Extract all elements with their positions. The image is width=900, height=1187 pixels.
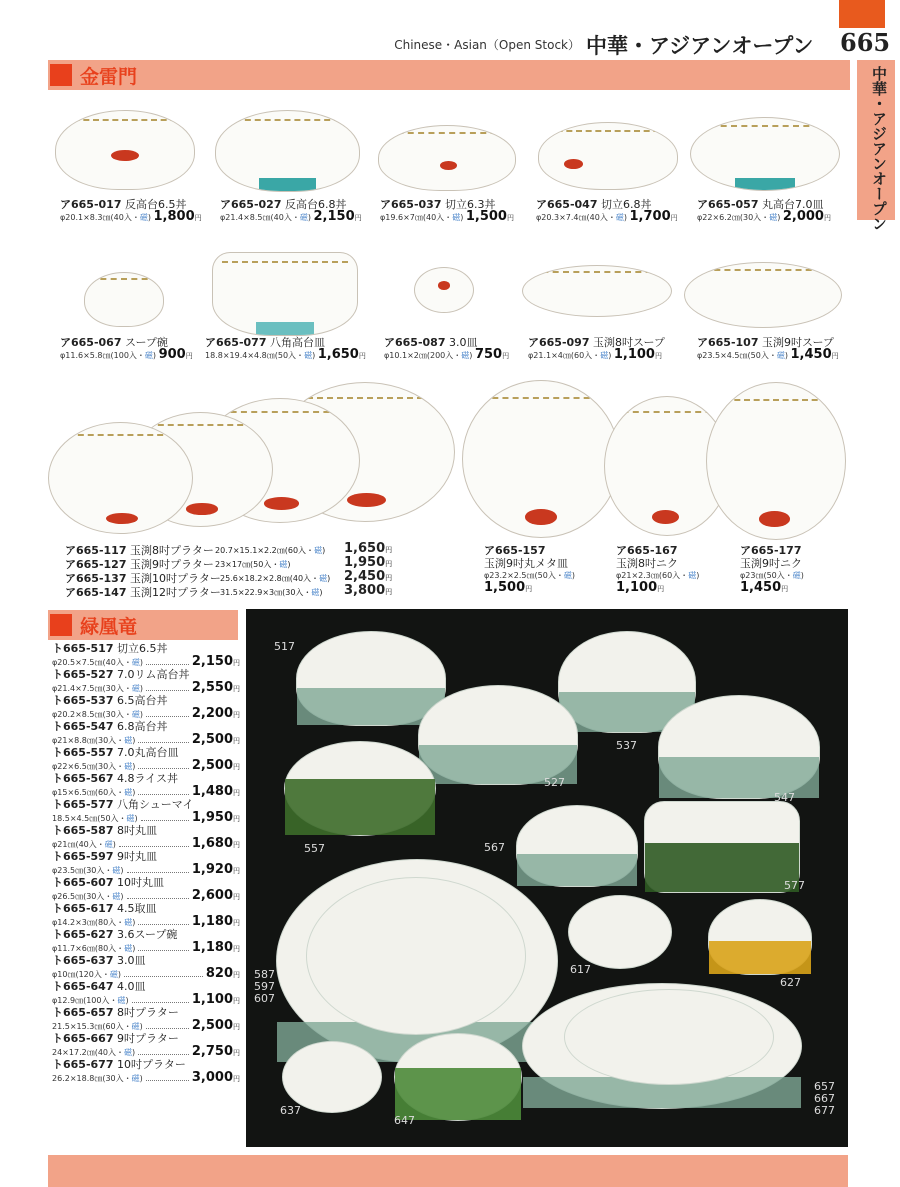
product-price: 1,680 (191, 836, 233, 851)
table-row: ト665-557 7.0丸高台皿 φ22×6.5㎝(30入・ 磁 ) 2,500 円 (52, 746, 240, 773)
table-row: ト665-537 6.5高台丼 φ20.2×8.5㎝(30入・ 磁 ) 2,200 円 (52, 694, 240, 721)
product-spec: φ22×6.5㎝(30入・ (52, 762, 125, 771)
photo-label: 617 (570, 963, 591, 976)
product-code: ア665-027 (220, 198, 282, 211)
material: 磁 (299, 213, 308, 222)
material: 磁 (131, 1074, 140, 1083)
product-price: 1,650 (344, 541, 386, 556)
product-price: 1,100 (613, 347, 655, 362)
product-image (215, 110, 360, 192)
table-row: ト665-627 3.6スープ碗 φ11.7×6㎝(80入・ 磁 ) 1,180 円 (52, 928, 240, 955)
product-spec: φ26.5㎝(30入・ (52, 892, 113, 901)
product-spec: φ11.6×5.8㎝(100入・ (60, 351, 145, 360)
material: 磁 (126, 814, 135, 823)
product-spec: φ20.1×8.3㎝(40入・ (60, 213, 140, 222)
price-unit: 円 (233, 1075, 240, 1083)
product-name: 8吋丸皿 (117, 824, 157, 837)
product-image (414, 267, 474, 313)
material: 磁 (461, 351, 470, 360)
footer-band (48, 1155, 848, 1187)
product-spec: φ21×8.8㎝(30入・ (52, 736, 125, 745)
product-code: ア665-097 (528, 336, 590, 349)
table-row: ト665-567 4.8ライス丼 φ15×6.5㎝(60入・ 磁 ) 1,480 円 (52, 772, 240, 799)
product-image (706, 382, 846, 540)
product-code: ト665-577 (52, 798, 114, 811)
material: 磁 (131, 710, 140, 719)
product-spec: 18.8×19.4×4.8㎝(50入・ (205, 351, 305, 360)
product-spec: φ10㎝(120入・ (52, 970, 110, 979)
material: 磁 (104, 840, 113, 849)
material: 磁 (279, 560, 288, 569)
product-name: 切立6.8丼 (601, 198, 652, 211)
list-item (344, 583, 392, 598)
product-spec: φ21.4×8.5㎝(40入・ (220, 213, 300, 222)
product-spec: 20.7×15.1×2.2㎝(60入・ (215, 546, 315, 555)
price-unit: 円 (233, 867, 240, 875)
product-price: 2,750 (191, 1044, 233, 1059)
price-unit: 円 (385, 588, 393, 596)
product-image (538, 122, 678, 190)
list-item: 31.5×22.9×3㎝(30入・磁) (220, 588, 323, 597)
price-unit: 円 (233, 971, 240, 979)
product-spec: φ23.5㎝(30入・ (52, 866, 113, 875)
product-spec: φ21㎝(40入・ (52, 840, 105, 849)
table-row: ト665-587 8吋丸皿 φ21㎝(40入・ 磁 ) 1,680 円 (52, 824, 240, 851)
material: 磁 (314, 546, 323, 555)
product-code: ト665-547 (52, 720, 114, 733)
material: 磁 (124, 736, 133, 745)
product-code: ト665-597 (52, 850, 114, 863)
table-row: ト665-547 6.8高台丼 φ21×8.8㎝(30入・ 磁 ) 2,500 円 (52, 720, 240, 747)
product-price: 2,150 (191, 654, 233, 669)
list-item (344, 555, 392, 570)
product-name: 玉渕8吋スープ (593, 336, 665, 349)
product-name: 10吋プラター (117, 1058, 186, 1071)
product-price: 750 (474, 347, 503, 362)
product-photo (246, 609, 848, 1147)
product-price: 1,100 (191, 992, 233, 1007)
product-name: 6.5高台丼 (117, 694, 168, 707)
product-code: ア665-057 (697, 198, 759, 211)
product-code: ト665-537 (52, 694, 114, 707)
material: 磁 (112, 866, 121, 875)
product-price: 2,500 (191, 732, 233, 747)
product-price: 2,200 (191, 706, 233, 721)
product-image (684, 262, 842, 328)
product-code: ア665-117 (65, 544, 127, 557)
product-spec: φ23㎝(50入・ (740, 571, 793, 580)
price-unit: 円 (233, 685, 240, 693)
photo-label: 527 (544, 776, 565, 789)
material: 磁 (792, 571, 801, 580)
product-price: 2,500 (191, 1018, 233, 1033)
side-label: 中華・アジアンオープン (870, 66, 888, 231)
product-name: 9吋プラター (117, 1032, 179, 1045)
material: 磁 (304, 351, 313, 360)
product-name: 玉渕9吋丸メタ皿 (484, 557, 568, 570)
product-spec: φ11.7×6㎝(80入・ (52, 944, 125, 953)
product-code: ア665-017 (60, 198, 122, 211)
product-code: ア665-037 (380, 198, 442, 211)
product-item: ア665-017 反高台6.5丼 φ20.1×8.3㎝(40入・磁) 1,800円 (60, 198, 202, 224)
price-unit: 円 (233, 919, 240, 927)
product-code: ト665-557 (52, 746, 114, 759)
photo-label: 537 (616, 739, 637, 752)
product-code: ト665-677 (52, 1058, 114, 1071)
photo-label: 567 (484, 841, 505, 854)
product-name: 反高台6.8丼 (285, 198, 347, 211)
product-price: 2,500 (191, 758, 233, 773)
product-spec: φ15×6.5㎝(60入・ (52, 788, 125, 797)
product-image (462, 380, 620, 538)
material: 磁 (124, 788, 133, 797)
product-price: 1,450 (740, 580, 782, 595)
photo-label: 587 597 607 (254, 968, 275, 1005)
product-code: ト665-627 (52, 928, 114, 941)
price-unit: 円 (185, 352, 193, 360)
photo-label: 547 (774, 791, 795, 804)
product-name: 玉渕9吋スープ (762, 336, 834, 349)
list-item: 20.7×15.1×2.2㎝(60入・磁) (215, 546, 326, 555)
product-price: 1,100 (616, 580, 658, 595)
product-price: 3,800 (344, 583, 386, 598)
table-row: ト665-597 9吋丸皿 φ23.5㎝(30入・ 磁 ) 1,920 円 (52, 850, 240, 877)
material: 磁 (769, 213, 778, 222)
product-price: 900 (158, 347, 186, 362)
list-item (344, 569, 392, 584)
product-code: ト665-667 (52, 1032, 114, 1045)
photo-label: 657 667 677 (814, 1080, 835, 1117)
material: 磁 (109, 970, 118, 979)
product-name: 玉渕10吋プラター (130, 572, 221, 585)
price-unit: 円 (233, 659, 240, 667)
product-image (690, 117, 840, 191)
product-price: 1,500 (465, 209, 507, 224)
price-unit: 円 (670, 214, 678, 222)
table-row: ト665-527 7.0リム高台丼 φ21.4×7.5㎝(30入・ 磁 ) 2,550 円 (52, 668, 240, 695)
product-code: ア665-087 (384, 336, 446, 349)
product-code: ア665-047 (536, 198, 598, 211)
material: 磁 (124, 944, 133, 953)
photo-label: 557 (304, 842, 325, 855)
product-item: ア665-167 玉渕8吋ニク φ21×2.3㎝(60入・磁) 1,100円 (616, 544, 700, 595)
section-title: 金雷門 (80, 66, 138, 88)
table-row: ト665-637 3.0皿 φ10㎝(120入・ 磁 ) 820 円 (52, 954, 240, 981)
product-code: ア665-077 (205, 336, 267, 349)
product-price: 1,650 (317, 347, 359, 362)
product-code: ア665-167 (616, 544, 678, 557)
product-spec: φ20.2×8.5㎝(30入・ (52, 710, 132, 719)
product-item: ア665-027 反高台6.8丼 φ21.4×8.5㎝(40入・磁) 2,150円 (220, 198, 362, 224)
photo-label: 647 (394, 1114, 415, 1127)
table-row: ト665-577 八角シューマイ 18.5×4.5㎝(50入・ 磁 ) 1,950 円 (52, 798, 240, 825)
material: 磁 (615, 213, 624, 222)
material: 磁 (144, 351, 153, 360)
material: 磁 (452, 213, 461, 222)
product-item: ア665-097 玉渕8吋スープ φ21.1×4㎝(60入・磁) 1,100円 (528, 336, 665, 362)
product-name: 7.0丸高台皿 (117, 746, 179, 759)
product-price: 2,000 (782, 209, 824, 224)
photo-label: 517 (274, 640, 295, 653)
product-name: スープ碗 (125, 336, 168, 349)
product-item: ア665-057 丸高台7.0皿 φ22×6.2㎝(30入・磁) 2,000円 (697, 198, 831, 224)
product-price: 1,950 (191, 810, 233, 825)
product-price: 2,450 (344, 569, 386, 584)
product-image (522, 265, 672, 317)
product-name: 4.5取皿 (117, 902, 157, 915)
section-band (48, 60, 850, 90)
price-unit: 円 (823, 214, 831, 222)
price-unit: 円 (506, 214, 514, 222)
price-unit: 円 (233, 711, 240, 719)
table-row: ト665-517 切立6.5丼 φ20.5×7.5㎝(40入・ 磁 ) 2,150 円 (52, 642, 240, 669)
product-item: ア665-047 切立6.8丼 φ20.3×7.4㎝(40入・磁) 1,700円 (536, 198, 678, 224)
price-unit: 円 (657, 585, 665, 593)
product-image (55, 110, 195, 190)
product-name: 4.0皿 (117, 980, 146, 993)
page-number: 665 (840, 28, 891, 57)
product-spec: φ19.6×7㎝(40入・ (380, 213, 453, 222)
product-spec: φ21.1×4㎝(60入・ (528, 351, 601, 360)
photo-label: 627 (780, 976, 801, 989)
product-item: ア665-067 スープ碗 φ11.6×5.8㎝(100入・磁) 900円 (60, 336, 193, 362)
header-subtitle: Chinese・Asian（Open Stock） (394, 38, 580, 52)
product-spec: φ14.2×3㎝(80入・ (52, 918, 125, 927)
product-spec: φ20.5×7.5㎝(40入・ (52, 658, 132, 667)
price-unit: 円 (385, 546, 393, 554)
price-unit: 円 (233, 841, 240, 849)
list-item (344, 541, 392, 556)
product-name: 8吋プラター (117, 1006, 179, 1019)
product-price: 2,550 (191, 680, 233, 695)
product-item: ア665-077 八角高台皿 18.8×19.4×4.8㎝(50入・磁) 1,650円 (205, 336, 366, 362)
product-price: 3,000 (191, 1070, 233, 1085)
product-image (212, 252, 358, 336)
product-name: 玉渕8吋ニク (616, 557, 678, 570)
product-image (378, 125, 516, 191)
material: 磁 (139, 213, 148, 222)
product-name: 八角高台皿 (270, 336, 325, 349)
price-unit: 円 (358, 352, 366, 360)
product-item: ア665-157 玉渕9吋丸メタ皿 φ23.2×2.5㎝(50入・磁) 1,500円 (484, 544, 575, 595)
material: 磁 (124, 1048, 132, 1057)
product-spec: φ12.9㎝(100入・ (52, 996, 118, 1005)
price-unit: 円 (654, 352, 662, 360)
product-spec: φ20.3×7.4㎝(40入・ (536, 213, 616, 222)
product-name: 3.0皿 (117, 954, 146, 967)
product-image (84, 272, 164, 327)
product-name: 切立6.3丼 (445, 198, 496, 211)
product-price: 2,600 (191, 888, 233, 903)
product-name: 反高台6.5丼 (125, 198, 187, 211)
section-band (48, 610, 238, 640)
product-name: 4.8ライス丼 (117, 772, 179, 785)
price-unit: 円 (233, 1023, 240, 1031)
table-row: ト665-677 10吋プラター 26.2×18.8㎝(30入・ 磁 ) 3,000 円 (52, 1058, 240, 1085)
price-unit: 円 (233, 997, 240, 1005)
product-code: ト665-517 (52, 642, 114, 655)
material: 磁 (117, 996, 126, 1005)
section-marker (50, 64, 72, 86)
material: 磁 (131, 658, 140, 667)
product-name: 3.6スープ碗 (117, 928, 178, 941)
price-unit: 円 (233, 763, 240, 771)
product-code: ア665-157 (484, 544, 546, 557)
product-name: 玉渕12吋プラター (130, 586, 221, 599)
material: 磁 (124, 762, 133, 771)
material: 磁 (600, 351, 609, 360)
product-spec: 23×17㎝(50入・ (215, 560, 280, 569)
product-code: ア665-107 (697, 336, 759, 349)
material: 磁 (112, 892, 121, 901)
product-code: ト665-607 (52, 876, 114, 889)
product-spec: 25.6×18.2×2.8㎝(40入・ (220, 574, 320, 583)
product-spec: φ10.1×2㎝(200入・ (384, 351, 462, 360)
product-name: 玉渕9吋プラター (130, 558, 214, 571)
product-price: 1,920 (191, 862, 233, 877)
table-row: ト665-657 8吋プラター 21.5×15.3㎝(60入・ 磁 ) 2,500 円 (52, 1006, 240, 1033)
material: 磁 (131, 1022, 140, 1031)
price-unit: 円 (385, 560, 393, 568)
list-item: 25.6×18.2×2.8㎝(40入・磁) (220, 574, 331, 583)
photo-label: 637 (280, 1104, 301, 1117)
product-code: ア665-127 (65, 558, 127, 571)
page-tab (839, 0, 885, 28)
product-code: ア665-067 (60, 336, 122, 349)
product-code: ア665-147 (65, 586, 127, 599)
product-price: 1,180 (191, 914, 233, 929)
product-item: ア665-087 3.0皿 φ10.1×2㎝(200入・磁) 750円 (384, 336, 510, 362)
list-item: 23×17㎝(50入・磁) (215, 560, 291, 569)
list-item (65, 584, 221, 600)
price-unit: 円 (354, 214, 362, 222)
material: 磁 (776, 351, 785, 360)
product-price: 1,180 (191, 940, 233, 955)
product-price: 1,450 (790, 347, 832, 362)
product-spec: φ22×6.2㎝(30入・ (697, 213, 770, 222)
product-code: ト665-657 (52, 1006, 114, 1019)
price-unit: 円 (781, 585, 789, 593)
price-unit: 円 (194, 214, 202, 222)
product-code: ト665-637 (52, 954, 114, 967)
product-name: 玉渕9吋ニク (740, 557, 802, 570)
table-row: ト665-607 10吋丸皿 φ26.5㎝(30入・ 磁 ) 2,600 円 (52, 876, 240, 903)
product-spec: 26.2×18.8㎝(30入・ (52, 1074, 132, 1083)
product-name: 丸高台7.0皿 (762, 198, 824, 211)
header-title: 中華・アジアンオープン (586, 34, 814, 58)
material: 磁 (688, 571, 697, 580)
price-unit: 円 (233, 789, 240, 797)
material: 磁 (131, 684, 140, 693)
product-price: 1,480 (191, 784, 233, 799)
price-unit: 円 (233, 815, 240, 823)
product-spec: 31.5×22.9×3㎝(30入・ (220, 588, 312, 597)
product-spec: 18.5×4.5㎝(50入・ (52, 814, 127, 823)
product-price: 820 (205, 966, 233, 981)
product-spec: φ21.4×7.5㎝(30入・ (52, 684, 132, 693)
product-name: 3.0皿 (449, 336, 478, 349)
material: 磁 (319, 574, 328, 583)
price-list (52, 642, 240, 1084)
product-code: ト665-617 (52, 902, 114, 915)
product-name: 玉渕8吋プラター (130, 544, 214, 557)
product-item: ア665-037 切立6.3丼 φ19.6×7㎝(40入・磁) 1,500円 (380, 198, 514, 224)
product-item: ア665-177 玉渕9吋ニク φ23㎝(50入・磁) 1,450円 (740, 544, 804, 595)
price-unit: 円 (233, 945, 240, 953)
table-row: ト665-647 4.0皿 φ12.9㎝(100入・ 磁 ) 1,100 円 (52, 980, 240, 1007)
price-unit: 円 (233, 737, 240, 745)
section-marker (50, 614, 72, 636)
price-unit: 円 (831, 352, 839, 360)
photo-label: 577 (784, 879, 805, 892)
price-unit: 円 (525, 585, 533, 593)
material: 磁 (124, 918, 133, 927)
price-unit: 円 (385, 574, 393, 582)
product-price: 1,700 (629, 209, 671, 224)
price-unit: 円 (233, 1049, 240, 1057)
product-price: 2,150 (313, 209, 355, 224)
section-title: 緑凰竜 (80, 616, 138, 638)
table-row: ト665-617 4.5取皿 φ14.2×3㎝(80入・ 磁 ) 1,180 円 (52, 902, 240, 929)
product-spec: 21.5×15.3㎝(60入・ (52, 1022, 132, 1031)
product-price: 1,950 (344, 555, 386, 570)
product-code: ト665-527 (52, 668, 114, 681)
product-name: 八角シューマイ (117, 798, 194, 811)
product-code: ア665-177 (740, 544, 802, 557)
product-code: ト665-587 (52, 824, 114, 837)
product-spec: φ23.5×4.5㎝(50入・ (697, 351, 777, 360)
product-name: 7.0リム高台丼 (117, 668, 190, 681)
product-spec: φ21×2.3㎝(60入・ (616, 571, 689, 580)
product-price: 1,800 (153, 209, 195, 224)
material: 磁 (563, 571, 572, 580)
product-image (48, 422, 193, 534)
product-code: ト665-647 (52, 980, 114, 993)
product-price: 1,500 (484, 580, 526, 595)
product-spec: φ23.2×2.5㎝(50入・ (484, 571, 564, 580)
price-unit: 円 (233, 893, 240, 901)
material: 磁 (311, 588, 320, 597)
product-name: 切立6.5丼 (117, 642, 168, 655)
product-name: 6.8高台丼 (117, 720, 168, 733)
product-code: ア665-137 (65, 572, 127, 585)
product-spec: 24×17.2㎝(40入・ (52, 1048, 124, 1057)
product-name: 10吋丸皿 (117, 876, 164, 889)
product-name: 9吋丸皿 (117, 850, 157, 863)
product-item: ア665-107 玉渕9吋スープ φ23.5×4.5㎝(50入・磁) 1,450円 (697, 336, 839, 362)
table-row: ト665-667 9吋プラター 24×17.2㎝(40入・ 磁 ) 2,750 円 (52, 1032, 240, 1059)
product-code: ト665-567 (52, 772, 114, 785)
price-unit: 円 (502, 352, 510, 360)
